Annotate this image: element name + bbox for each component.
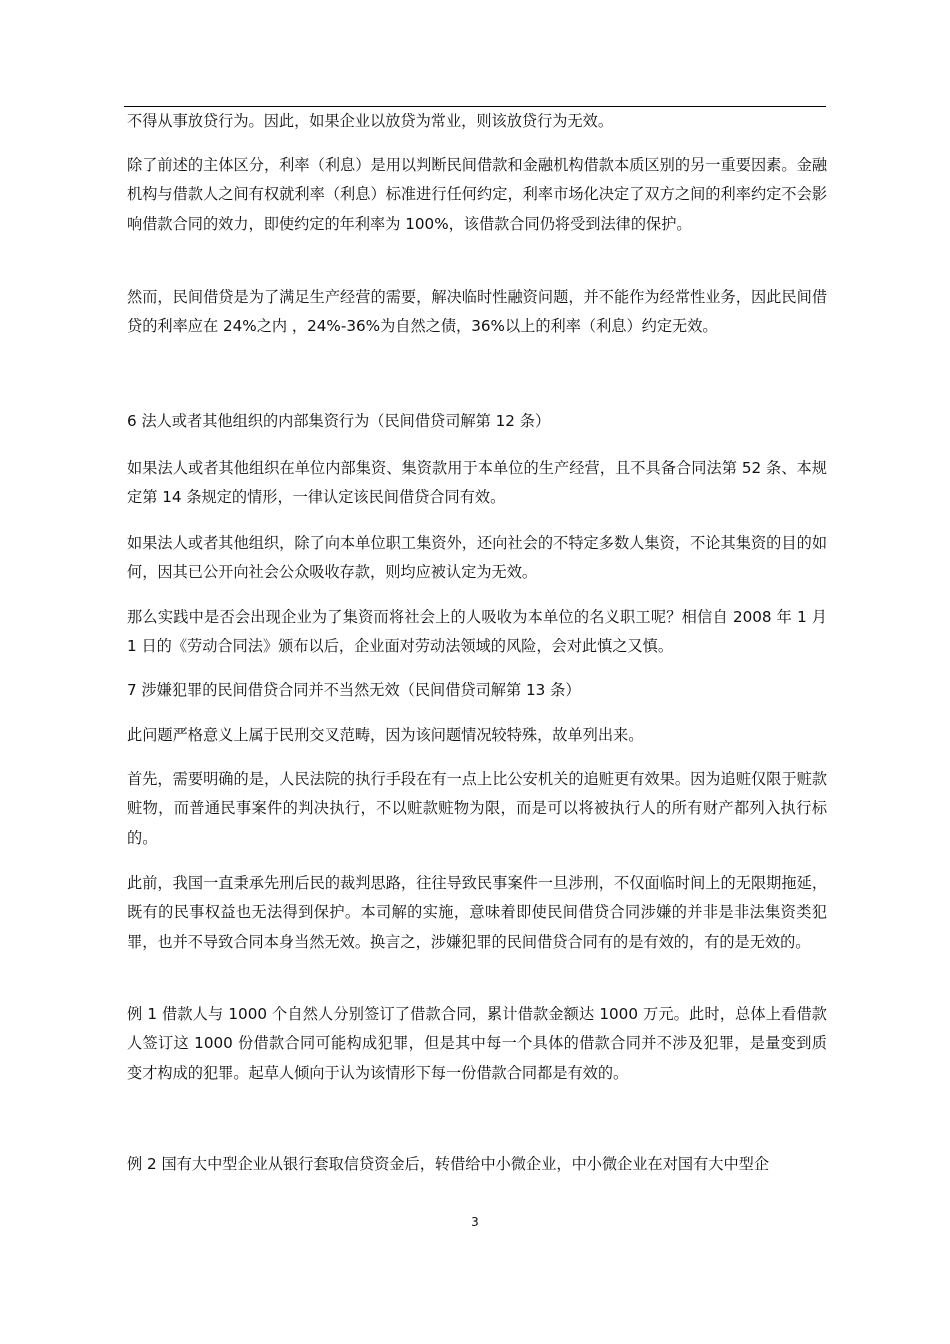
page-number: 3 [471, 1215, 479, 1229]
paragraph-11: 此前，我国一直秉承先刑后民的裁判思路，往往导致民事案件一旦涉刑，不仅面临时间上的无限期拖延，既有的民事权益也无法得到保护。本司解的实施，意味着即使民间借贷合同涉嫌的并非是非法集资类犯罪，也并不导致合同本身当然无效。换言之，涉嫌犯罪的民间借贷合同有的是有效的，有的是无效的。 [127, 874, 827, 951]
paragraph-1: 不得从事放贷行为。因此，如果企业以放贷为常业，则该放贷行为无效。 [127, 112, 613, 130]
paragraph-5: 如果法人或者其他组织在单位内部集资、集资款用于本单位的生产经营，且不具备合同法第 52 条、本规定第 14 条规定的情形，一律认定该民间借贷合同有效。 [127, 459, 827, 507]
paragraph-9: 此问题严格意义上属于民刑交叉范畴，因为该问题情况较特殊，故单列出来。 [127, 726, 644, 744]
paragraph-12: 例 1 借款人与 1000 个自然人分别签订了借款合同，累计借款金额达 1000 万元。此时，总体上看借款人签订这 1000 份借款合同可能构成犯罪，但是其中每一个具体的借款合同并不涉及犯罪，是量变到质变才构成的犯罪。起草人倾向于认为该情形下每一份借款合同都是有效的。 [127, 1005, 827, 1082]
paragraph-13: 例 2 国有大中型企业从银行套取信贷资金后，转借给中小微企业，中小微企业在对国有大中型企 [127, 1155, 770, 1173]
paragraph-10: 首先，需要明确的是，人民法院的执行手段在有一点上比公安机关的追赃更有效果。因为追赃仅限于赃款赃物，而普通民事案件的判决执行，不以赃款赃物为限，而是可以将被执行人的所有财产都列入执行标的。 [127, 770, 827, 847]
section-heading-7: 7 涉嫌犯罪的民间借贷合同并不当然无效（民间借贷司解第 13 条） [127, 681, 581, 699]
paragraph-2: 除了前述的主体区分，利率（利息）是用以判断民间借款和金融机构借款本质区别的另一重要因素。金融机构与借款人之间有权就利率（利息）标准进行任何约定，利率市场化决定了双方之间的利率约定不会影响借款合同的效力，即使约定的年利率为 100%，该借款合同仍将受到法律的保护。 [127, 156, 827, 233]
paragraph-7: 那么实践中是否会出现企业为了集资而将社会上的人吸收为本单位的名义职工呢？相信自 2008 年 1 月 1 日的《劳动合同法》颁布以后，企业面对劳动法领域的风险，会对此慎之又慎。 [127, 608, 827, 656]
paragraph-6: 如果法人或者其他组织，除了向本单位职工集资外，还向社会的不特定多数人集资，不论其集资的目的如何，因其已公开向社会公众吸收存款，则均应被认定为无效。 [127, 534, 827, 582]
paragraph-3: 然而，民间借贷是为了满足生产经营的需要，解决临时性融资问题，并不能作为经常性业务，因此民间借贷的利率应在 24%之内 ，24%-36%为自然之债，36%以上的利率（利息）约定无效。 [127, 288, 827, 336]
section-heading-6: 6 法人或者其他组织的内部集资行为（民间借贷司解第 12 条） [127, 412, 551, 430]
